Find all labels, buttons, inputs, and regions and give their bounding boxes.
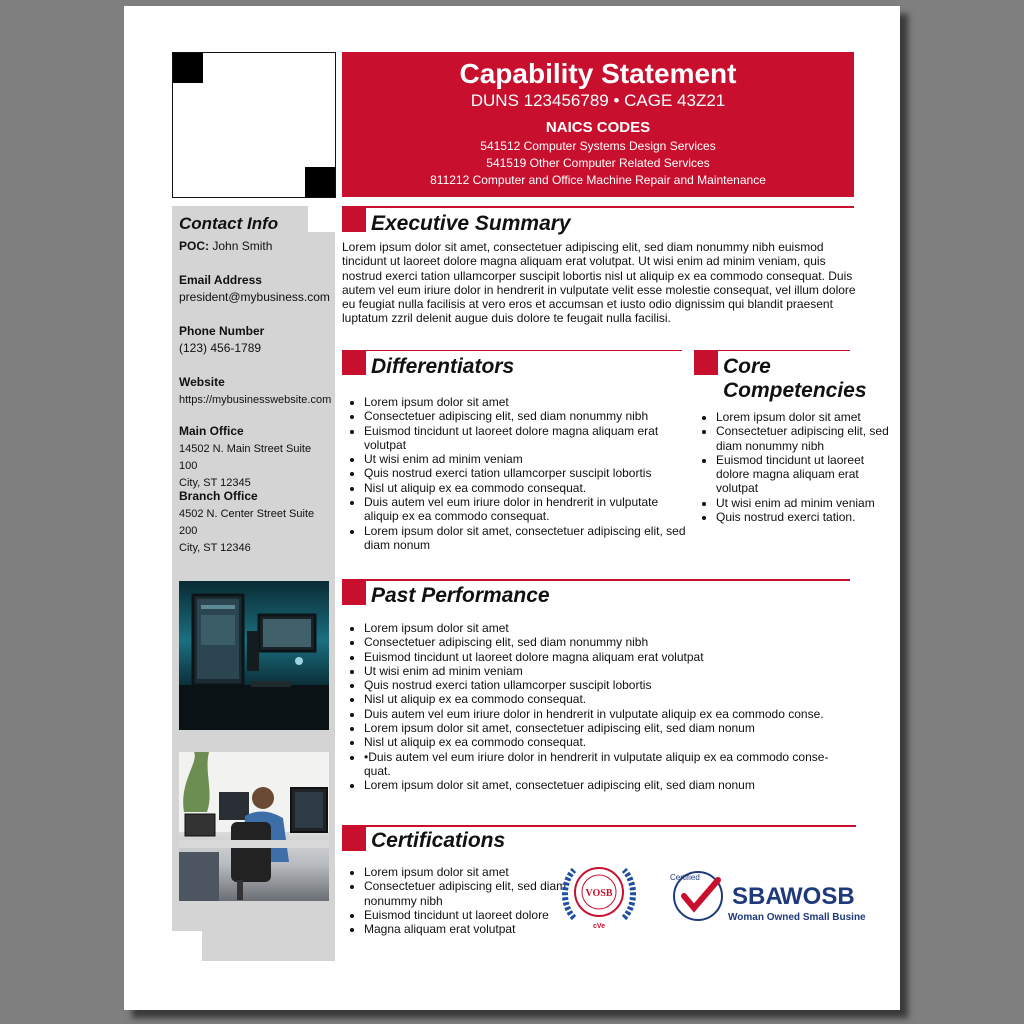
sidebar-notch [308, 206, 335, 232]
main-office-line: City, ST 12345 [179, 477, 251, 489]
list-item: • Consectetuer adipiscing elit, sed diam nonummy nibh [364, 879, 568, 908]
wosb-label: WOSB [780, 883, 855, 910]
phone-block [179, 323, 331, 357]
list-item: • •Duis autem vel eum iriure dolor in hendrerit in vulputate aliquip ex ea commodo conse-quat. [364, 750, 834, 779]
capability-statement-page [124, 6, 900, 1010]
contact-sidebar [172, 206, 335, 961]
phone-label: Phone Number [179, 324, 265, 338]
branch-office-label: Branch Office [179, 489, 258, 503]
list-item: • Nisl ut aliquip ex ea commodo consequat. [364, 735, 834, 749]
header-band [342, 52, 854, 197]
poc-block [179, 238, 331, 255]
wosb-subtitle: Woman Owned Small Business [728, 912, 866, 923]
sba-wosb-logo [670, 868, 866, 924]
email-value[interactable]: president@mybusiness.com [179, 290, 330, 304]
list-item: • Ut wisi enim ad minim veniam [716, 496, 894, 510]
section-marker [342, 581, 366, 605]
logo-corner-mark [305, 167, 335, 197]
developer-photo [179, 752, 329, 901]
website-label: Website [179, 375, 225, 389]
phone-value: (123) 456-1789 [179, 341, 262, 355]
section-rule [342, 350, 682, 351]
main-office-line: 14502 N. Main Street Suite 100 [179, 443, 312, 472]
list-item: • Euismod tincidunt ut laoreet dolore [364, 908, 568, 922]
section-marker [694, 351, 718, 375]
naics-code: 541519 Other Computer Related Services [486, 156, 710, 170]
page-title: Capability Statement [459, 58, 737, 89]
logo-placeholder [172, 52, 336, 198]
main-office-label: Main Office [179, 424, 244, 438]
differentiators-title: Differentiators [371, 355, 515, 378]
poc-value: John Smith [212, 239, 273, 253]
list-item: • Ut wisi enim ad minim veniam [364, 452, 694, 466]
core-competencies-title-line: Core [723, 355, 771, 378]
naics-title: NAICS CODES [545, 119, 651, 136]
vosb-label: VOSB [585, 888, 613, 899]
list-item: • Quis nostrud exerci tation ullamcorper suscipit lobortis [364, 678, 834, 692]
list-item: • Nisl ut aliquip ex ea commodo consequat. [364, 481, 694, 495]
naics-code: 541512 Computer Systems Design Services [480, 139, 716, 153]
certifications-list [342, 865, 568, 936]
vosb-seal-icon [562, 858, 636, 930]
executive-summary-text: Lorem ipsum dolor sit amet, consectetuer adipiscing elit, sed diam nonummy nibh euismod tincidunt ut laoreet dolore magna aliquam erat volutpat. Ut wisi enim ad minim veniam, quis nostrud exerci tation ullamcorper suscipit lobortis nisl ut aliquip ex ea commodo consequat. Duis autem vel eum iriure dolor in hendrerit in vulputate velit esse molestie consequat, vel illum dolore eu feugiat nulla facilisis at vero eros et accumsan et iusto odio dignissim qui blandit praesent luptatum zzril delenit augue duis dolore te feugait nulla facilisi. [342, 240, 856, 326]
section-marker [342, 351, 366, 375]
branch-office-block [179, 488, 331, 556]
list-item: • Consectetuer adipiscing elit, sed diam nonummy nibh [364, 635, 834, 649]
differentiators-list [342, 395, 694, 552]
list-item: • Euismod tincidunt ut laoreet dolore magna aliquam erat volutpat [716, 453, 894, 496]
section-marker [342, 208, 366, 232]
logo-corner-mark [173, 53, 203, 83]
email-block [179, 272, 331, 306]
list-item: • Lorem ipsum dolor sit amet, consectetuer adipiscing elit, sed diam nonum [364, 721, 834, 735]
list-item: • Lorem ipsum dolor sit amet [364, 395, 694, 409]
core-competencies-list [694, 410, 894, 524]
section-rule [342, 206, 854, 208]
list-item: • Lorem ipsum dolor sit amet, consectetuer adipiscing elit, sed diam nonum [364, 778, 834, 792]
list-item: • Euismod tincidunt ut laoreet dolore magna aliquam erat volutpat [364, 424, 694, 453]
list-item: • Euismod tincidunt ut laoreet dolore magna aliquam erat volutpat [364, 650, 834, 664]
main-office-block [179, 423, 331, 491]
vosb-seal [562, 858, 636, 930]
list-item: • Ut wisi enim ad minim veniam [364, 664, 834, 678]
email-label: Email Address [179, 273, 262, 287]
vosb-sub: cVe [592, 923, 606, 930]
monitors-illustration [179, 581, 329, 730]
list-item: • Duis autem vel eum iriure dolor in hendrerit in vulputate aliquip ex ea commodo conse. [364, 707, 834, 721]
list-item: • Consectetuer adipiscing elit, sed diam nonummy nibh [364, 409, 694, 423]
certified-label: Certified [670, 873, 700, 882]
section-rule [342, 579, 850, 581]
sba-label: SBA [732, 883, 783, 910]
contact-info-title: Contact Info [179, 214, 279, 233]
section-rule [342, 825, 856, 827]
section-marker [342, 827, 366, 851]
list-item: • Nisl ut aliquip ex ea commodo consequat. [364, 692, 834, 706]
naics-code: 811212 Computer and Office Machine Repair and Maintenance [430, 173, 766, 187]
list-item: • Quis nostrud exerci tation ullamcorper suscipit lobortis [364, 466, 694, 480]
list-item: • Quis nostrud exerci tation. [716, 510, 894, 524]
list-item: • Consectetuer adipiscing elit, sed diam nonummy nibh [716, 424, 894, 453]
list-item: • Duis autem vel eum iriure dolor in hendrerit in vulputate aliquip ex ea commodo consequat. [364, 495, 694, 524]
past-performance-title: Past Performance [371, 584, 550, 607]
branch-office-line: City, ST 12346 [179, 542, 251, 554]
list-item: • Lorem ipsum dolor sit amet, consectetuer adipiscing elit, sed diam nonum [364, 524, 694, 553]
workstation-photo [179, 581, 329, 730]
sba-wosb-icon [670, 868, 866, 924]
developer-illustration [179, 752, 329, 901]
sidebar-notch [172, 931, 202, 961]
website-link[interactable]: https://mybusinesswebsite.com [179, 394, 332, 406]
list-item: • Lorem ipsum dolor sit amet [716, 410, 894, 424]
core-competencies-title-line: Competencies [723, 379, 867, 402]
duns-cage-line: DUNS 123456789 • CAGE 43Z21 [470, 91, 726, 110]
certifications-title: Certifications [371, 829, 506, 852]
list-item: • Lorem ipsum dolor sit amet [364, 865, 568, 879]
poc-label: POC: [179, 239, 209, 253]
branch-office-line: 4502 N. Center Street Suite 200 [179, 508, 315, 537]
past-performance-list [342, 621, 834, 793]
core-competencies-title [723, 355, 867, 403]
website-block [179, 374, 331, 408]
list-item: • Lorem ipsum dolor sit amet [364, 621, 834, 635]
executive-summary-title: Executive Summary [371, 212, 571, 235]
list-item: • Magna aliquam erat volutpat [364, 922, 568, 936]
